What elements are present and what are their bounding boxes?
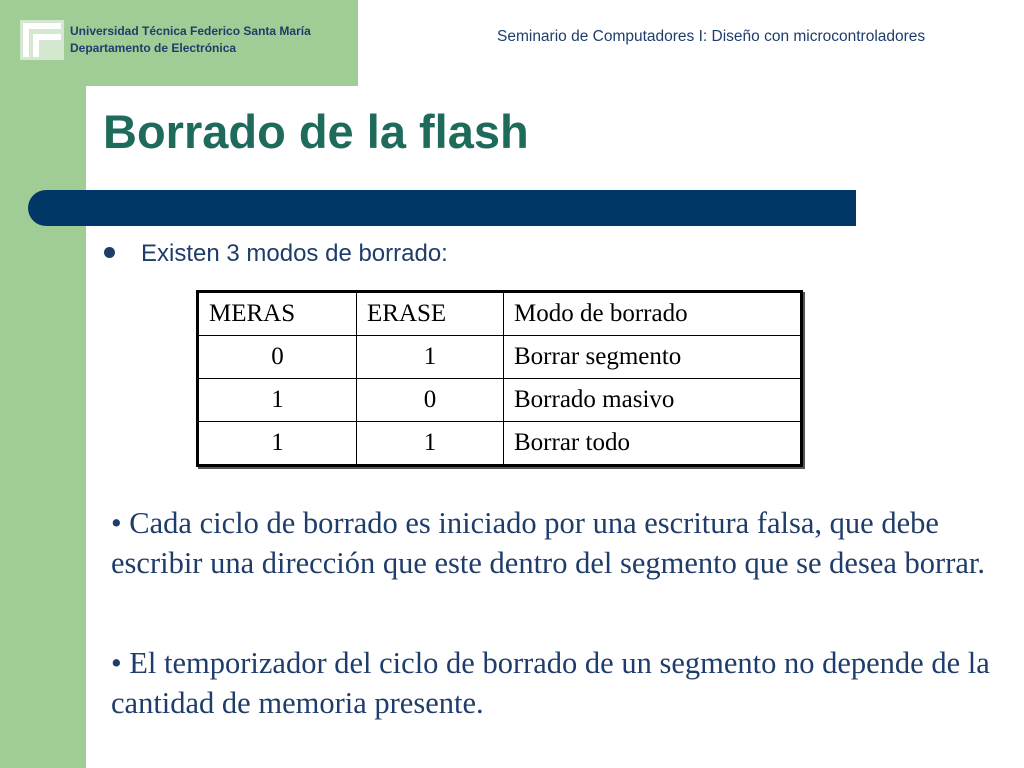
table-cell: Borrar todo [504,422,802,466]
header-cell-meras: MERAS [198,292,357,336]
table-row [198,422,802,466]
table-cell: 1 [198,422,357,466]
slide-title: Borrado de la flash [103,105,529,158]
header-cell-mode: Modo de borrado [504,292,802,336]
paragraph-erase-cycle: • Cada ciclo de borrado es iniciado por una escritura falsa, que debe escribir una dirección que este dentro del segmento que se desea borrar. [111,506,985,580]
intro-bullet-text: Existen 3 modos de borrado: [141,240,448,267]
table-header-row [198,292,802,336]
left-green-band [0,0,86,768]
table-cell: Borrado masivo [504,379,802,422]
table-cell: 1 [357,336,504,379]
header-cell-erase: ERASE [357,292,504,336]
bullet-dot-icon [104,247,115,258]
table-cell: 0 [198,336,357,379]
intro-bullet [104,240,448,268]
paragraph-timer: • El temporizador del ciclo de borrado de un segmento no depende de la cantidad de memoria presente. [111,646,990,720]
erase-modes-table [196,290,803,467]
title-underline-bar [28,190,856,226]
table-cell: Borrar segmento [504,336,802,379]
university-logo [20,20,64,60]
table-cell: 1 [357,422,504,466]
table-row [198,336,802,379]
table-row [198,379,802,422]
university-name: Universidad Técnica Federico Santa María [70,24,311,38]
seminar-title: Seminario de Computadores I: Diseño con microcontroladores [497,28,926,45]
university-header [70,23,311,57]
table-cell: 0 [357,379,504,422]
table-cell: 1 [198,379,357,422]
department-name: Departamento de Electrónica [70,41,237,55]
